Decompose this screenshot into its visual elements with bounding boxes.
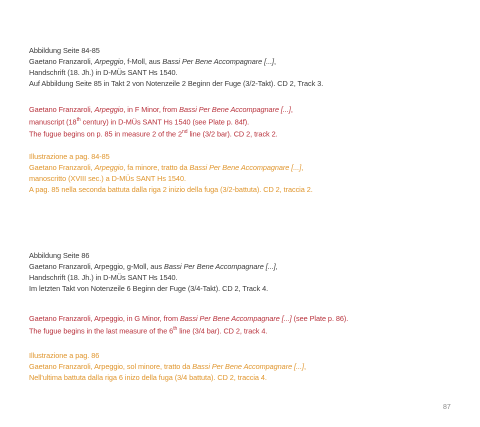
entry2-it-line1: Gaetano Franzaroli, Arpeggio, sol minore, tratto da Bassi Per Bene Accompagnare [...], [29,362,306,371]
entry1-it-line3: A pag. 85 nella seconda battuta dalla riga 2 inizio della fuga (3/2-battuta). CD 2, traccia 2. [29,185,313,194]
entry1-italian [29,151,469,195]
entry2-it-line2: Nell'ultima battuta dalla riga 6 inizo della fuga (3/4 battuta). CD 2, traccia 4. [29,373,267,382]
entry1-it-heading: Illustrazione a pag. 84-85 [29,152,110,161]
entry2-de-line2: Handschrift (18. Jh.) in D-MÜs SANT Hs 1540. [29,273,178,282]
entry2-italian [29,350,469,383]
page-number: 87 [443,404,451,411]
entry2-de-heading: Abbildung Seite 86 [29,251,90,260]
entry2-de-line3: Im letzten Takt von Notenzeile 6 Beginn der Fuge (3/4-Takt). CD 2, Track 4. [29,284,269,293]
entry1-de-line3: Auf Abbildung Seite 85 in Takt 2 von Notenzeile 2 Beginn der Fuge (3/2-Takt). CD 2, Track 3. [29,79,324,88]
entry2-en-line1: Gaetano Franzaroli, Arpeggio, in G Minor, from Bassi Per Bene Accompagnare [...] (see Plate p. 86). [29,314,349,323]
entry1-it-line1: Gaetano Franzaroli, Arpeggio, fa minore, tratto da Bassi Per Bene Accompagnare [...], [29,163,304,172]
entry2-german [29,250,469,294]
entry1-de-heading: Abbildung Seite 84-85 [29,46,100,55]
entry1-en-line1: Gaetano Franzaroli, Arpeggio, in F Minor, from Bassi Per Bene Accompagnare [...], [29,105,293,114]
entry1-en-line2: manuscript (18th century) in D-MÜs SANT Hs 1540 (see Plate p. 84f). [29,117,250,127]
entry1-german [29,45,469,89]
entry2-english [29,313,469,336]
entry1-de-line2: Handschrift (18. Jh.) in D-MÜs SANT Hs 1540. [29,68,178,77]
entry2-en-line2: The fugue begins in the last measure of the 6th line (3/4 bar). CD 2, track 4. [29,326,268,336]
entry1-en-line3: The fugue begins on p. 85 in measure 2 of the 2nd line (3/2 bar). CD 2, track 2. [29,129,278,139]
entry1-it-line2: manoscritto (XVIII sec.) a D-MÜs SANT Hs 1540. [29,174,186,183]
entry2-it-heading: Illustrazione a pag. 86 [29,351,100,360]
entry1-english [29,104,469,140]
entry1-de-line1: Gaetano Franzaroli, Arpeggio, f-Moll, aus Bassi Per Bene Accompagnare [...], [29,57,277,66]
entry2-de-line1: Gaetano Franzaroli, Arpeggio, g-Moll, aus Bassi Per Bene Accompagnare [...], [29,262,278,271]
